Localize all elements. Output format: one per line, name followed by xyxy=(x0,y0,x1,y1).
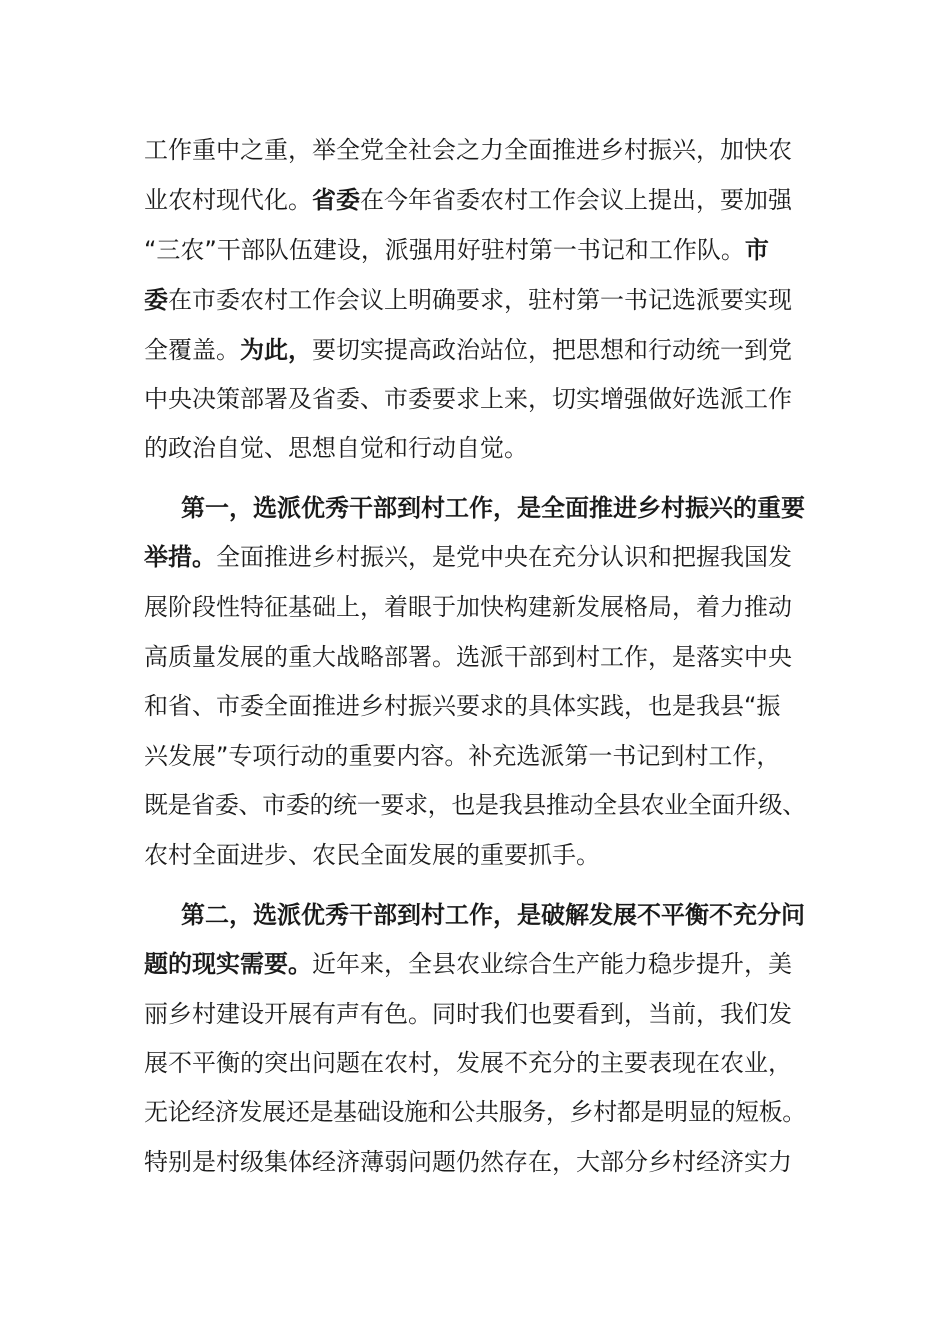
text-line xyxy=(144,1094,806,1130)
text-line xyxy=(144,1045,792,1081)
text-line xyxy=(144,430,528,466)
text-run: 全面推进乡村振兴，是党中央在充分认识和把握我国发 xyxy=(216,543,792,571)
text-line xyxy=(144,589,792,625)
text-line xyxy=(144,381,792,417)
text-run: 高质量发展的重大战略部署。选派干部到村工作，是落实中央 xyxy=(144,643,792,671)
text-run: 的政治自觉、思想自觉和行动自觉。 xyxy=(144,434,528,462)
text-run: 展阶段性特征基础上，着眼于加快构建新发展格局，着力推动 xyxy=(144,593,792,621)
text-run: 在市委农村工作会议上明确要求，驻村第一书记选派要实现 xyxy=(168,286,792,314)
bold-text-run: 省委 xyxy=(312,186,360,214)
text-run: 特别是村级集体经济薄弱问题仍然存在，大部分乡村经济实力 xyxy=(144,1148,792,1176)
bold-text-run: 题的现实需要。 xyxy=(144,950,312,978)
text-run: 兴发展”专项行动的重要内容。补充选派第一书记到村工作， xyxy=(144,742,781,770)
bold-text-run: 委 xyxy=(144,286,168,314)
text-run: 无论经济发展还是基础设施和公共服务，乡村都是明显的短板。 xyxy=(144,1098,806,1126)
text-run: 全覆盖。 xyxy=(144,336,240,364)
text-line xyxy=(181,897,805,933)
text-run: 展不平衡的突出问题在农村，发展不充分的主要表现在农业， xyxy=(144,1049,792,1077)
text-line xyxy=(144,837,600,873)
text-line xyxy=(144,182,792,218)
text-line xyxy=(144,688,780,724)
text-line xyxy=(144,282,792,318)
text-run: 要切实提高政治站位，把思想和行动统一到党 xyxy=(312,336,792,364)
bold-text-run: 第一，选派优秀干部到村工作，是全面推进乡村振兴的重要 xyxy=(181,494,805,522)
text-line xyxy=(144,787,806,823)
text-run: 工作重中之重，举全党全社会之力全面推进乡村振兴，加快农 xyxy=(144,136,792,164)
text-line xyxy=(144,1144,792,1180)
text-line xyxy=(144,738,780,774)
text-run: 在今年省委农村工作会议上提出，要加强 xyxy=(360,186,792,214)
text-line xyxy=(144,132,792,168)
bold-text-run: 举措。 xyxy=(144,543,216,571)
text-line xyxy=(144,946,792,982)
text-run: 和省、市委全面推进乡村振兴要求的具体实践，也是我县“振 xyxy=(144,692,781,720)
text-run: 既是省委、市委的统一要求，也是我县推动全县农业全面升级、 xyxy=(144,791,806,819)
text-run: 近年来，全县农业综合生产能力稳步提升，美 xyxy=(312,950,792,978)
text-line xyxy=(144,332,792,368)
text-line xyxy=(144,232,769,268)
text-line xyxy=(144,539,792,575)
text-run: 中央决策部署及省委、市委要求上来，切实增强做好选派工作 xyxy=(144,385,792,413)
text-run: 农村全面进步、农民全面发展的重要抓手。 xyxy=(144,841,600,869)
text-line xyxy=(144,639,792,675)
text-run: “三农”干部队伍建设，派强用好驻村第一书记和工作队。 xyxy=(144,236,745,264)
bold-text-run: 为此， xyxy=(240,336,312,364)
text-run: 业农村现代化。 xyxy=(144,186,312,214)
bold-text-run: 第二，选派优秀干部到村工作，是破解发展不平衡不充分问 xyxy=(181,901,805,929)
bold-text-run: 市 xyxy=(744,236,769,264)
text-run: 丽乡村建设开展有声有色。同时我们也要看到，当前，我们发 xyxy=(144,1000,792,1028)
text-line xyxy=(181,490,805,526)
text-line xyxy=(144,996,792,1032)
